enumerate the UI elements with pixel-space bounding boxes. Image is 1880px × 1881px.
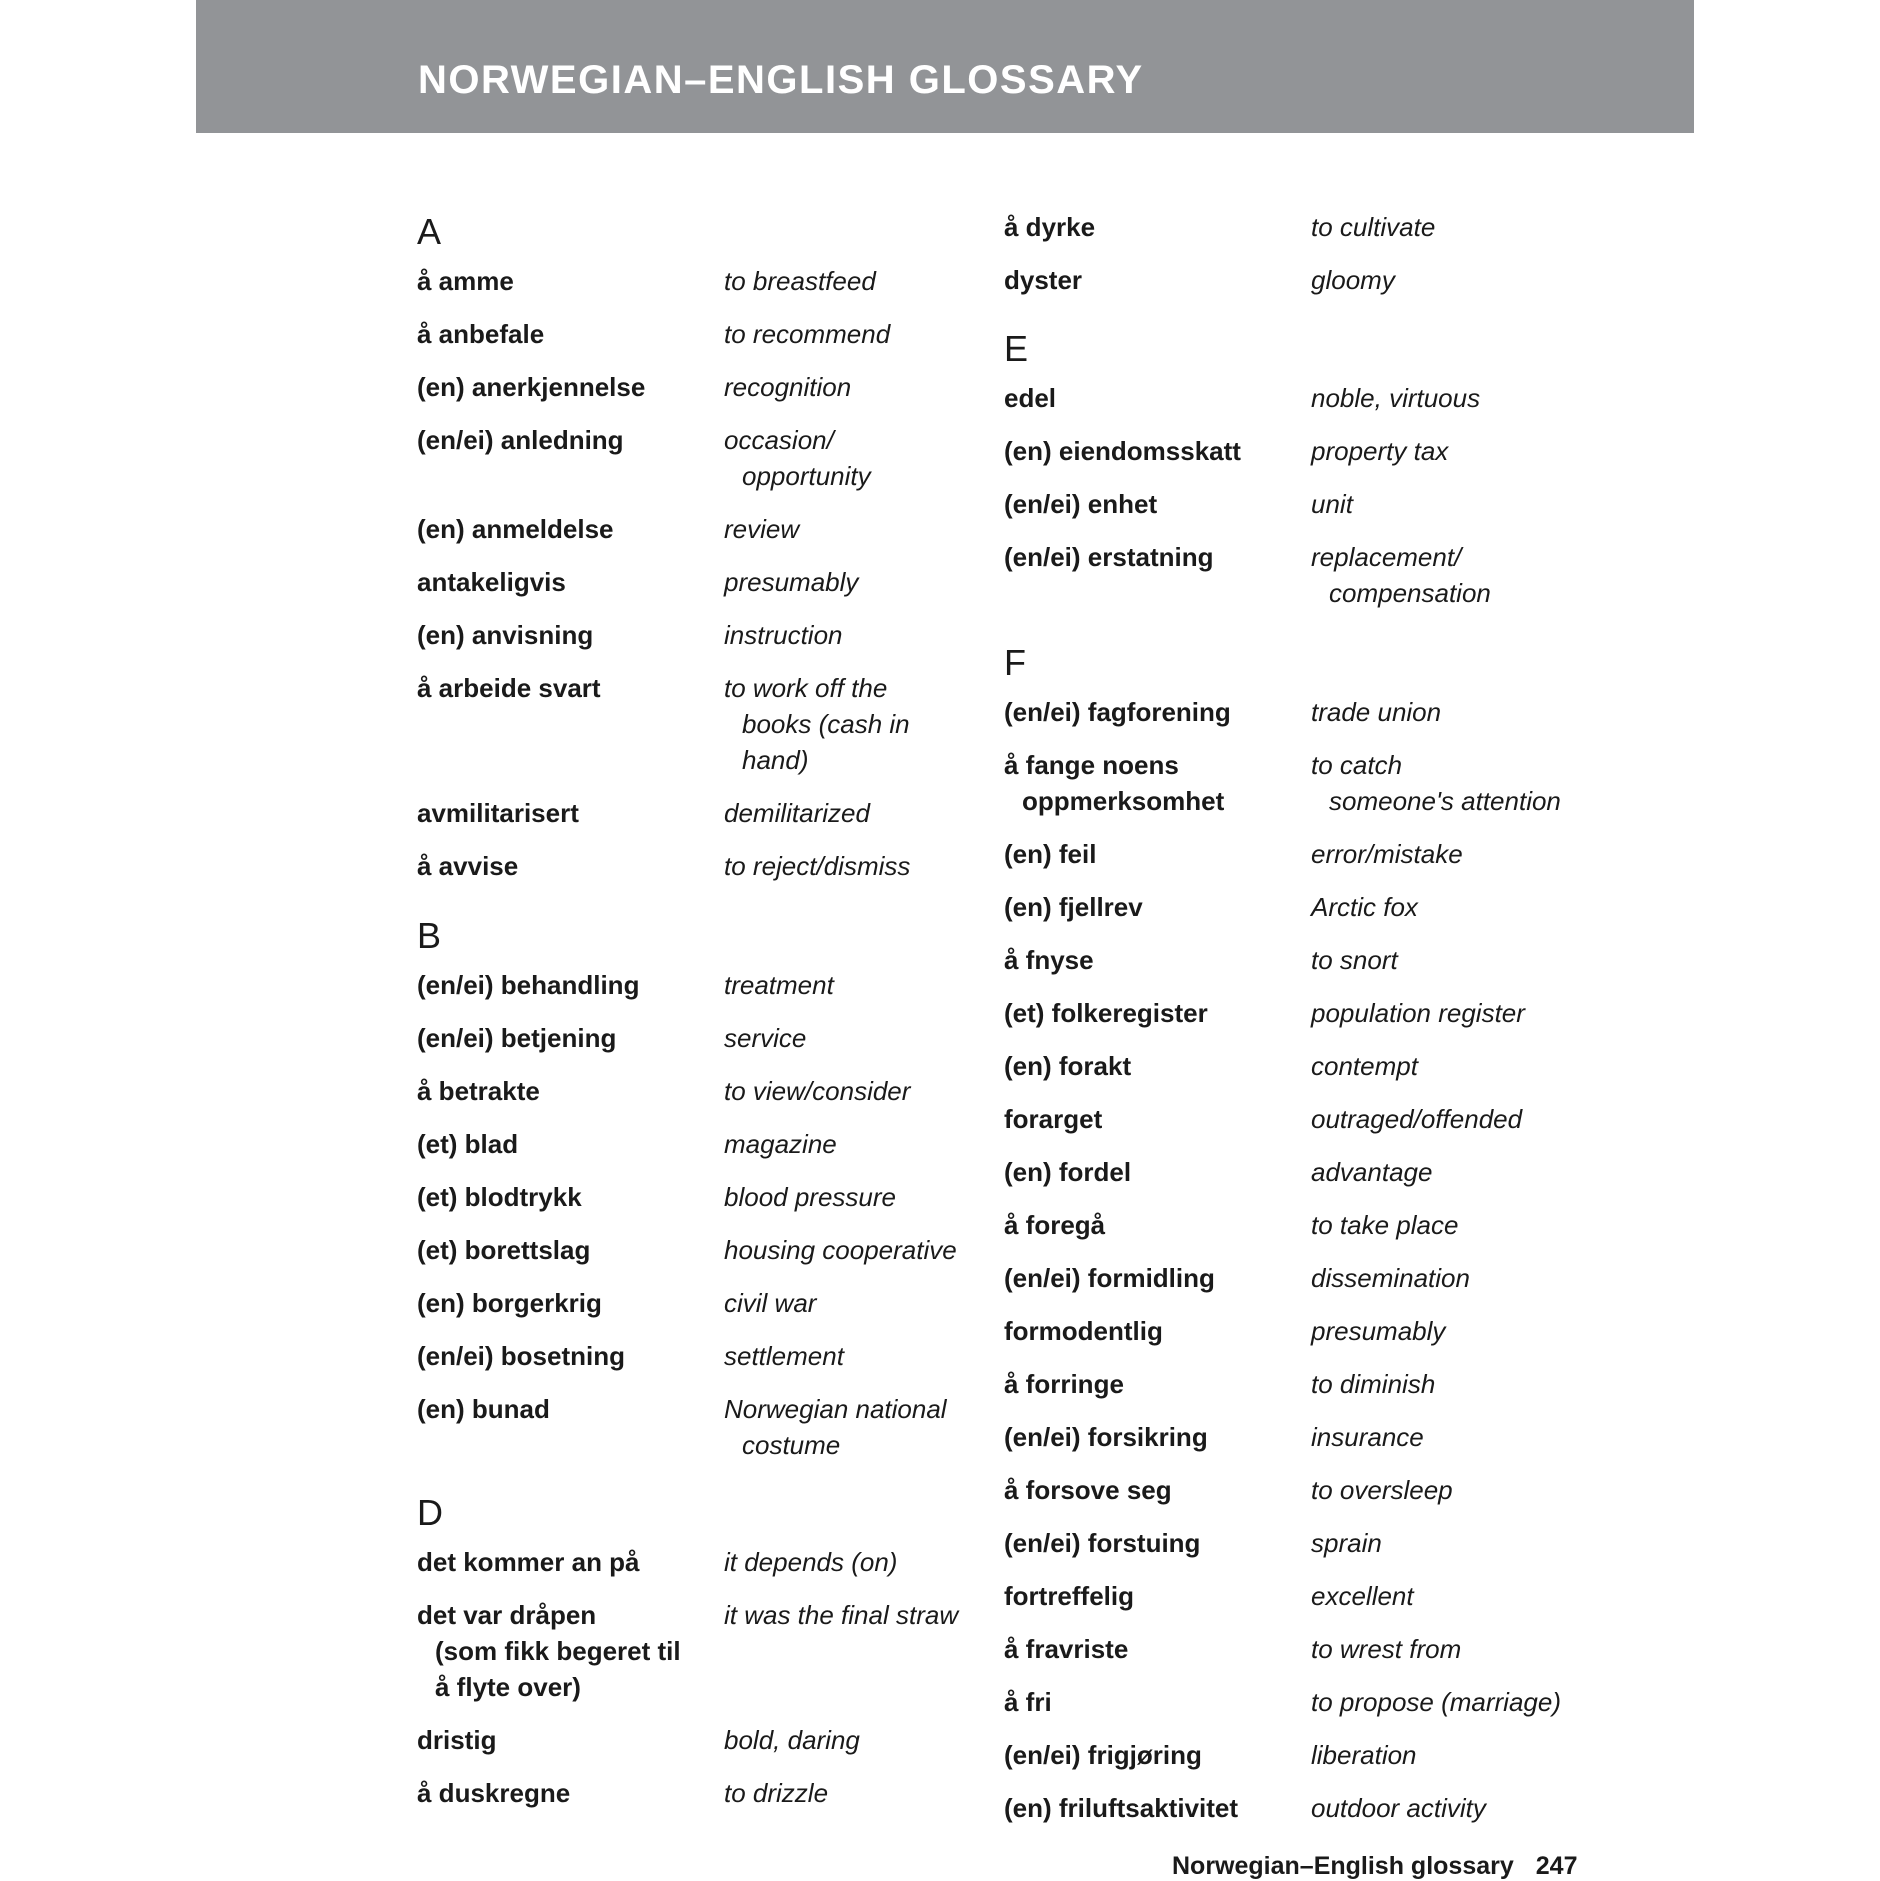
glossary-translation	[1311, 1684, 1561, 1720]
glossary-term	[1004, 1419, 1208, 1455]
glossary-term	[1004, 942, 1094, 978]
term-line: (en/ei) fagforening	[1004, 697, 1231, 727]
glossary-term	[1004, 1737, 1202, 1773]
term-line: (en/ei) formidling	[1004, 1263, 1215, 1293]
glossary-translation	[724, 1722, 860, 1758]
glossary-translation	[1311, 836, 1463, 872]
term-line: edel	[1004, 383, 1057, 413]
translation-line: demilitarized	[724, 798, 870, 828]
glossary-term	[417, 1544, 640, 1580]
glossary-term	[1004, 1260, 1215, 1296]
glossary-term	[1004, 1631, 1128, 1667]
glossary-term	[417, 369, 645, 405]
term-line: (en) borgerkrig	[417, 1288, 602, 1318]
glossary-translation	[1311, 995, 1525, 1031]
glossary-term	[1004, 1313, 1163, 1349]
glossary-term	[417, 1597, 681, 1705]
translation-line: housing cooperative	[724, 1235, 957, 1265]
glossary-translation	[724, 1775, 828, 1811]
term-line: (en) forakt	[1004, 1051, 1132, 1081]
translation-line: gloomy	[1311, 265, 1395, 295]
glossary-term	[1004, 995, 1208, 1031]
term-line: (en/ei) enhet	[1004, 489, 1158, 519]
glossary-translation	[1311, 694, 1441, 730]
glossary-term	[417, 1232, 590, 1268]
translation-line: blood pressure	[724, 1182, 896, 1212]
translation-line: it was the final straw	[724, 1600, 959, 1630]
glossary-translation	[724, 1126, 837, 1162]
glossary-term	[1004, 889, 1143, 925]
term-line: (en) anmeldelse	[417, 514, 614, 544]
translation-line: it depends (on)	[724, 1547, 898, 1577]
translation-line: property tax	[1311, 436, 1449, 466]
glossary-translation	[1311, 1207, 1458, 1243]
translation-line: to diminish	[1311, 1369, 1436, 1399]
term-line: å amme	[417, 266, 514, 296]
translation-line: compensation	[1329, 578, 1491, 608]
translation-line: noble, virtuous	[1311, 383, 1481, 413]
glossary-term	[417, 1285, 602, 1321]
translation-line: Norwegian national	[724, 1394, 947, 1424]
term-line: å forringe	[1004, 1369, 1124, 1399]
translation-line: to snort	[1311, 945, 1398, 975]
translation-line: service	[724, 1023, 807, 1053]
translation-line: population register	[1311, 998, 1525, 1028]
glossary-translation	[724, 564, 858, 600]
translation-line: presumably	[724, 567, 859, 597]
translation-line: treatment	[724, 970, 834, 1000]
glossary-translation	[724, 1597, 958, 1633]
translation-line: outraged/offended	[1311, 1104, 1523, 1134]
translation-line: contempt	[1311, 1051, 1418, 1081]
term-line: å fange noens	[1004, 750, 1179, 780]
glossary-translation	[724, 1179, 896, 1215]
translation-line: to oversleep	[1311, 1475, 1453, 1505]
glossary-translation	[1311, 747, 1561, 819]
glossary-translation	[1311, 433, 1448, 469]
term-line: (en/ei) frigjøring	[1004, 1740, 1202, 1770]
term-line: å fravriste	[1004, 1634, 1129, 1664]
glossary-term	[1004, 1207, 1105, 1243]
term-line: (en/ei) forsikring	[1004, 1422, 1208, 1452]
translation-line: to cultivate	[1311, 212, 1436, 242]
translation-line: replacement/	[1311, 542, 1462, 572]
term-line: (et) borettslag	[417, 1235, 591, 1265]
translation-line: excellent	[1311, 1581, 1414, 1611]
glossary-translation	[1311, 486, 1353, 522]
term-line: (en) eiendomsskatt	[1004, 436, 1241, 466]
section-letter-f: F	[1004, 642, 1026, 683]
term-line: (et) blodtrykk	[417, 1182, 582, 1212]
term-line: (en) anerkjennelse	[417, 372, 646, 402]
translation-line: civil war	[724, 1288, 817, 1318]
term-line: å anbefale	[417, 319, 545, 349]
term-line: (en/ei) betjening	[417, 1023, 617, 1053]
glossary-term	[417, 795, 579, 831]
glossary-translation	[724, 1338, 844, 1374]
glossary-translation	[1311, 209, 1435, 245]
glossary-term	[1004, 694, 1231, 730]
translation-line: to propose (marriage)	[1311, 1687, 1561, 1717]
glossary-term	[1004, 433, 1241, 469]
translation-line: someone's attention	[1329, 786, 1561, 816]
glossary-translation	[1311, 1631, 1461, 1667]
glossary-translation	[1311, 942, 1398, 978]
term-line: (en/ei) behandling	[417, 970, 640, 1000]
translation-line: to work off the	[724, 673, 888, 703]
glossary-term	[417, 511, 614, 547]
term-line: formodentlig	[1004, 1316, 1163, 1346]
translation-line: costume	[742, 1430, 841, 1460]
glossary-term	[417, 617, 593, 653]
glossary-translation	[1311, 1366, 1435, 1402]
term-line: (en) bunad	[417, 1394, 550, 1424]
glossary-term	[1004, 1154, 1131, 1190]
glossary-term	[1004, 1525, 1200, 1561]
section-letter-e: E	[1004, 328, 1029, 369]
term-line: det kommer an på	[417, 1547, 640, 1577]
glossary-term	[417, 967, 639, 1003]
glossary-translation	[1311, 1472, 1453, 1508]
translation-line: to drizzle	[724, 1778, 829, 1808]
glossary-translation	[724, 795, 870, 831]
term-line: (et) blad	[417, 1129, 519, 1159]
glossary-term	[417, 316, 544, 352]
term-line: (en) feil	[1004, 839, 1097, 869]
glossary-translation	[1311, 1790, 1486, 1826]
translation-line: instruction	[724, 620, 843, 650]
glossary-term	[417, 1073, 540, 1109]
translation-line: to catch	[1311, 750, 1403, 780]
glossary-translation	[1311, 1260, 1470, 1296]
glossary-term	[1004, 209, 1095, 245]
glossary-term	[1004, 1790, 1238, 1826]
term-line: forarget	[1004, 1104, 1103, 1134]
glossary-translation	[724, 263, 876, 299]
glossary-translation	[1311, 1737, 1417, 1773]
translation-line: bold, daring	[724, 1725, 860, 1755]
term-line: antakeligvis	[417, 567, 566, 597]
glossary-translation	[724, 422, 871, 494]
term-line: å avvise	[417, 851, 519, 881]
header-band	[196, 0, 1694, 133]
term-line: (en) anvisning	[417, 620, 594, 650]
glossary-term	[1004, 539, 1213, 575]
glossary-term	[417, 564, 566, 600]
glossary-term	[1004, 1578, 1134, 1614]
section-letter-d: D	[417, 1492, 443, 1533]
translation-line: review	[724, 514, 800, 544]
translation-line: books (cash in	[742, 709, 910, 739]
term-line: (en) fjellrev	[1004, 892, 1143, 922]
running-title: Norwegian–English glossary	[1172, 1852, 1514, 1880]
glossary-term	[417, 1179, 582, 1215]
glossary-translation	[724, 967, 834, 1003]
glossary-translation	[724, 1020, 806, 1056]
term-line: å betrakte	[417, 1076, 540, 1106]
term-line: (en) fordel	[1004, 1157, 1132, 1187]
glossary-term	[1004, 1366, 1124, 1402]
glossary-translation	[1311, 539, 1491, 611]
glossary-term	[1004, 262, 1082, 298]
term-line: (en) friluftsaktivitet	[1004, 1793, 1239, 1823]
glossary-translation	[1311, 1313, 1445, 1349]
glossary-translation	[1311, 1525, 1382, 1561]
glossary-term	[417, 1391, 550, 1427]
translation-line: to recommend	[724, 319, 891, 349]
glossary-translation	[1311, 1101, 1522, 1137]
section-letter-a: A	[417, 211, 442, 252]
term-line: å forsove seg	[1004, 1475, 1172, 1505]
glossary-term	[417, 422, 624, 458]
translation-line: trade union	[1311, 697, 1442, 727]
glossary-translation	[724, 1073, 910, 1109]
term-line: å foregå	[1004, 1210, 1106, 1240]
translation-line: sprain	[1311, 1528, 1382, 1558]
translation-line: hand)	[742, 745, 809, 775]
glossary-term	[1004, 1684, 1052, 1720]
glossary-term	[417, 1338, 625, 1374]
term-line: fortreffelig	[1004, 1581, 1134, 1611]
term-line: å fri	[1004, 1687, 1052, 1717]
term-line: (en/ei) forstuing	[1004, 1528, 1201, 1558]
translation-line: settlement	[724, 1341, 844, 1371]
glossary-term	[1004, 486, 1157, 522]
glossary-translation	[1311, 1048, 1418, 1084]
translation-line: to reject/dismiss	[724, 851, 911, 881]
glossary-translation	[724, 617, 843, 653]
translation-line: error/mistake	[1311, 839, 1463, 869]
translation-line: unit	[1311, 489, 1353, 519]
glossary-translation	[724, 1285, 816, 1321]
term-line: (en/ei) anledning	[417, 425, 624, 455]
term-line: avmilitarisert	[417, 798, 579, 828]
section-letter-b: B	[417, 915, 442, 956]
term-line: å fnyse	[1004, 945, 1094, 975]
term-line: å duskregne	[417, 1778, 571, 1808]
glossary-translation	[1311, 1578, 1414, 1614]
term-line: (en/ei) erstatning	[1004, 542, 1214, 572]
term-line: det var dråpen	[417, 1600, 597, 1630]
translation-line: dissemination	[1311, 1263, 1470, 1293]
glossary-translation	[724, 848, 910, 884]
glossary-translation	[724, 1232, 957, 1268]
translation-line: insurance	[1311, 1422, 1424, 1452]
translation-line: to take place	[1311, 1210, 1459, 1240]
translation-line: to wrest from	[1311, 1634, 1462, 1664]
translation-line: outdoor activity	[1311, 1793, 1486, 1823]
term-line: (som fikk begeret til	[435, 1636, 681, 1666]
glossary-term	[417, 1722, 496, 1758]
page-number: 247	[1535, 1852, 1578, 1880]
glossary-translation	[1311, 889, 1418, 925]
glossary-translation	[1311, 380, 1480, 416]
translation-line: Arctic fox	[1311, 892, 1418, 922]
glossary-translation	[724, 1391, 947, 1463]
glossary-translation	[724, 511, 799, 547]
term-line: dyster	[1004, 265, 1083, 295]
glossary-term	[417, 1020, 616, 1056]
translation-line: occasion/	[724, 425, 834, 455]
glossary-translation	[1311, 1154, 1432, 1190]
glossary-term	[1004, 1048, 1131, 1084]
term-line: å dyrke	[1004, 212, 1096, 242]
glossary-translation	[724, 1544, 897, 1580]
translation-line: recognition	[724, 372, 852, 402]
term-line: oppmerksomhet	[1022, 786, 1225, 816]
page-footer	[1172, 1852, 1577, 1881]
glossary-translation	[724, 670, 910, 778]
term-line: (et) folkeregister	[1004, 998, 1208, 1028]
term-line: å arbeide svart	[417, 673, 601, 703]
translation-line: to breastfeed	[724, 266, 876, 296]
glossary-translation	[724, 369, 851, 405]
translation-line: advantage	[1311, 1157, 1433, 1187]
glossary-term	[417, 1775, 570, 1811]
glossary-term	[1004, 380, 1056, 416]
term-line: å flyte over)	[435, 1672, 581, 1702]
glossary-term	[417, 263, 514, 299]
glossary-translation	[1311, 262, 1395, 298]
glossary-term	[1004, 747, 1224, 819]
glossary-term	[417, 848, 518, 884]
term-line: (en/ei) bosetning	[417, 1341, 625, 1371]
glossary-translation	[1311, 1419, 1424, 1455]
translation-line: opportunity	[742, 461, 871, 491]
translation-line: presumably	[1311, 1316, 1446, 1346]
glossary-term	[417, 670, 601, 706]
glossary-term	[1004, 836, 1096, 872]
glossary-term	[417, 1126, 518, 1162]
translation-line: liberation	[1311, 1740, 1417, 1770]
glossary-term	[1004, 1472, 1172, 1508]
page-title: NORWEGIAN–ENGLISH GLOSSARY	[418, 58, 1144, 102]
translation-line: to view/consider	[724, 1076, 911, 1106]
glossary-term	[1004, 1101, 1102, 1137]
glossary-translation	[724, 316, 890, 352]
translation-line: magazine	[724, 1129, 837, 1159]
term-line: dristig	[417, 1725, 497, 1755]
